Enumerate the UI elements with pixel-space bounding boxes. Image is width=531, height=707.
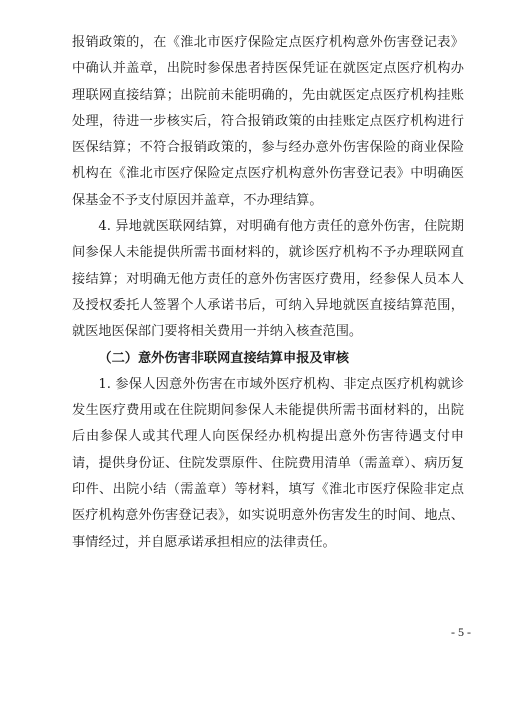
document-body <box>72 30 464 556</box>
page-number: - 5 - <box>451 625 471 639</box>
paragraph-continuation: 报销政策的，在《淮北市医疗保险定点医疗机构意外伤害登记表》中确认并盖章，出院时参保患者持医保凭证在就医定点医疗机构办理联网直接结算；出院前未能明确的，先由就医定点医疗机构挂账处理，待进一步核实后，符合报销政策的由挂账定点医疗机构进行医保结算；不符合报销政策的，参与经办意外伤害保险的商业保险机构在《淮北市医疗保险定点医疗机构意外伤害登记表》中明确医保基金不予支付原因并盖章，不办理结算。 <box>72 35 464 208</box>
paragraph-remote-settlement: 4. 异地就医联网结算，对明确有他方责任的意外伤害，住院期间参保人未能提供所需书面材料的，就诊医疗机构不予办理联网直接结算；对明确无他方责任的意外伤害医疗费用，经参保人员本人及授权委托人签署个人承诺书后，可纳入异地就医直接结算范围，就医地医保部门要将相关费用一并纳入核查范围。 <box>72 219 464 340</box>
paragraph-non-network-settlement: 1. 参保人因意外伤害在市域外医疗机构、非定点医疗机构就诊发生医疗费用或在住院期间参保人未能提供所需书面材料的，出院后由参保人或其代理人向医保经办机构提出意外伤害待遇支付申请，提供身份证、住院发票原件、住院费用清单（需盖章）、病历复印件、出院小结（需盖章）等材料，填写《淮北市医疗保险非定点医疗机构意外伤害登记表》，如实说明意外伤害发生的时间、地点、事情经过，并自愿承诺承担相应的法律责任。 <box>72 376 464 550</box>
section-heading: （二）意外伤害非联网直接结算申报及审核 <box>98 350 349 366</box>
